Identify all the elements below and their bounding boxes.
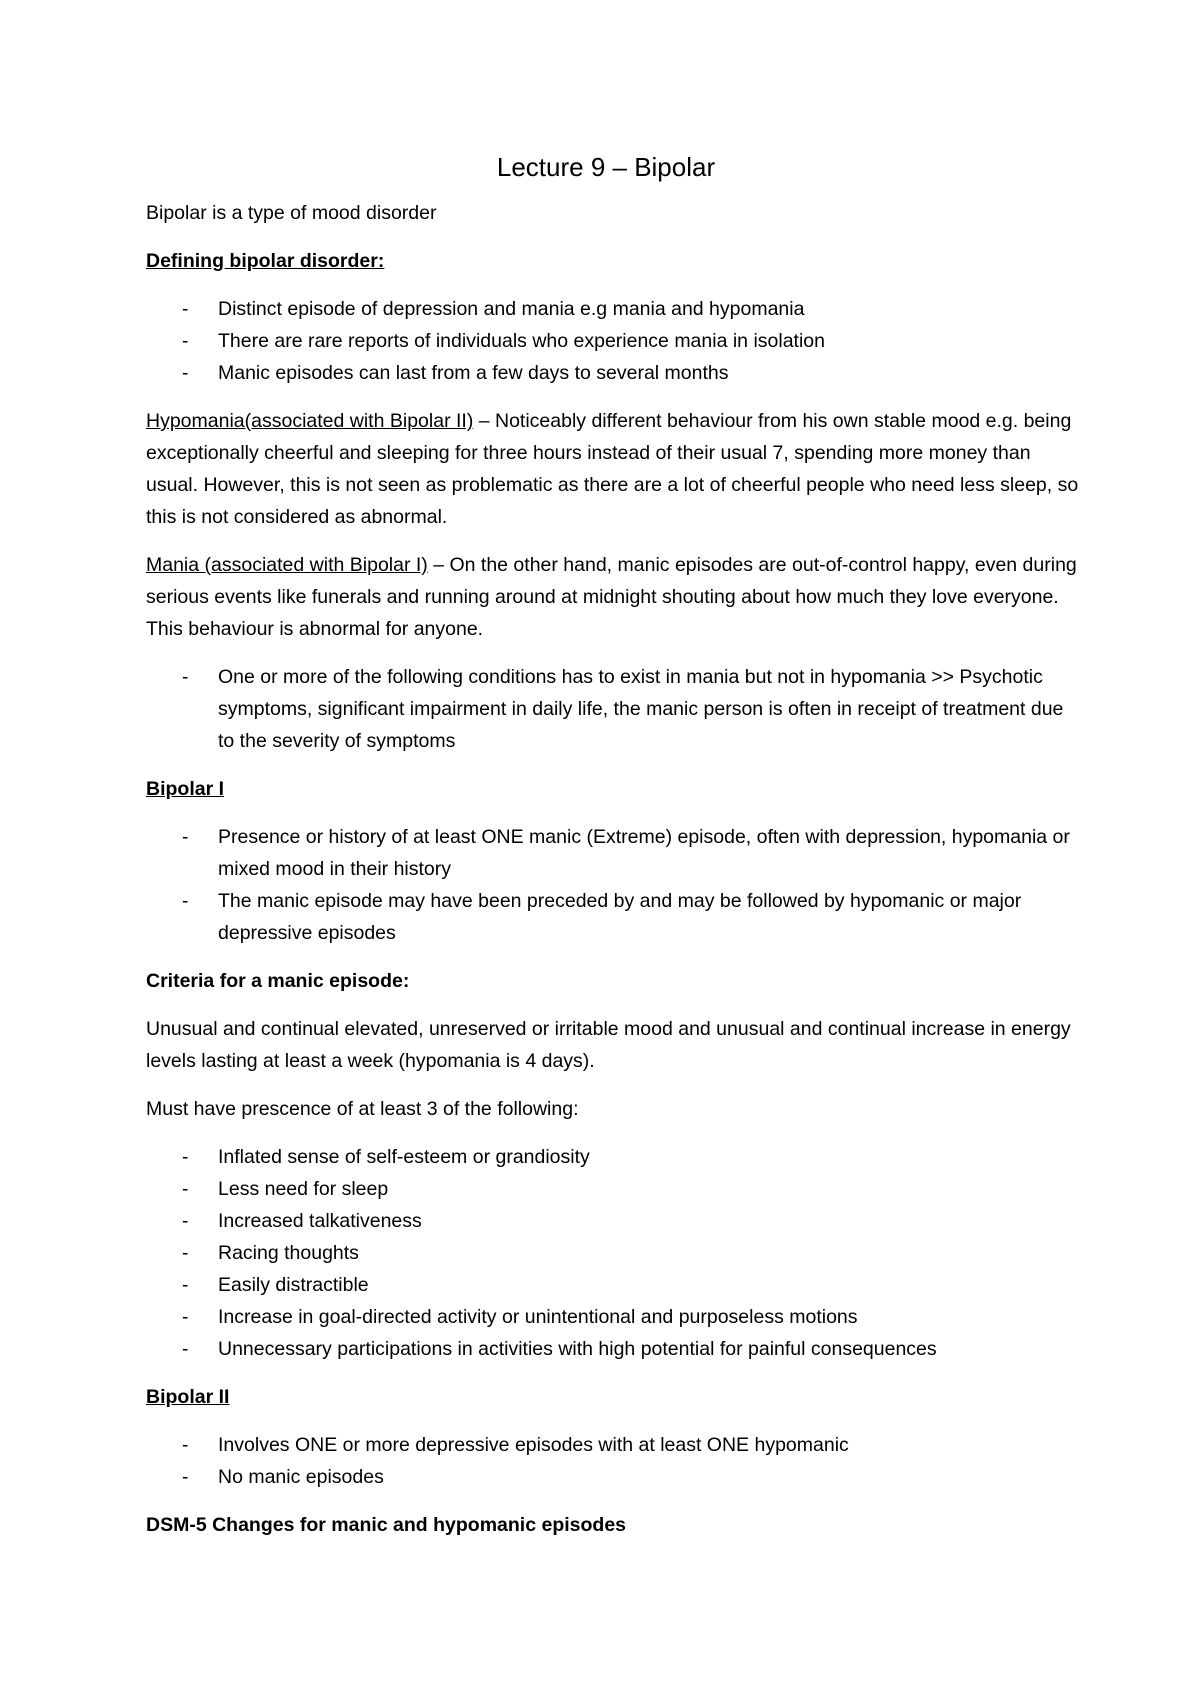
mania-list <box>146 661 1080 757</box>
hypomania-lead: Hypomania(associated with Bipolar II) <box>146 410 474 432</box>
defining-list <box>146 293 1080 389</box>
list-item: - Unnecessary participations in activities with high potential for painful consequences <box>146 1333 1080 1365</box>
criteria-intro: Must have prescence of at least 3 of the following: <box>146 1098 579 1120</box>
criteria-heading: Criteria for a manic episode: <box>146 970 410 992</box>
bipolar-2-list <box>146 1429 1080 1493</box>
bipolar-1-heading-text: Bipolar I <box>146 778 225 800</box>
list-item: - One or more of the following conditions has to exist in mania but not in hypomania >> Psychotic symptoms, significant impairment in daily life, the manic person is often in receipt of treatment due to the severity of symptoms <box>146 661 1080 757</box>
hypomania-paragraph <box>146 405 1080 533</box>
mania-text: – On the other hand, manic episodes are out-of-control happy, even during serious events like funerals and running around at midnight shouting about how much they love everyone. This behaviour is abnormal for anyone. <box>146 554 1077 640</box>
intro-paragraph: Bipolar is a type of mood disorder <box>146 202 437 224</box>
list-item: - Increased talkativeness <box>146 1205 1080 1237</box>
list-item: - Presence or history of at least ONE manic (Extreme) episode, often with depression, hypomania or mixed mood in their history <box>146 821 1080 885</box>
list-item: - No manic episodes <box>146 1461 1080 1493</box>
mania-lead: Mania (associated with Bipolar I) <box>146 554 428 576</box>
dsm5-heading: DSM-5 Changes for manic and hypomanic episodes <box>146 1514 627 1536</box>
mania-paragraph <box>146 549 1080 645</box>
page-title: Lecture 9 – Bipolar <box>496 152 716 182</box>
bipolar-1-heading <box>146 773 1080 805</box>
criteria-paragraph: Unusual and continual elevated, unreserved or irritable mood and unusual and continual increase in energy levels lasting at least a week (hypomania is 4 days). <box>146 1018 1071 1072</box>
bipolar-1-list <box>146 821 1080 949</box>
list-item: - Increase in goal-directed activity or unintentional and purposeless motions <box>146 1301 1080 1333</box>
list-item: - Easily distractible <box>146 1269 1080 1301</box>
list-item: - The manic episode may have been preceded by and may be followed by hypomanic or major depressive episodes <box>146 885 1080 949</box>
list-item: - Inflated sense of self-esteem or grandiosity <box>146 1141 1080 1173</box>
list-item: - Manic episodes can last from a few days to several months <box>146 357 1080 389</box>
bipolar-2-heading-text: Bipolar II <box>146 1386 230 1408</box>
list-item: - Racing thoughts <box>146 1237 1080 1269</box>
criteria-list <box>146 1141 1080 1365</box>
bipolar-2-heading <box>146 1381 1080 1413</box>
list-item: - Involves ONE or more depressive episodes with at least ONE hypomanic <box>146 1429 1080 1461</box>
list-item: - Distinct episode of depression and mania e.g mania and hypomania <box>146 293 1080 325</box>
hypomania-text: – Noticeably different behaviour from his own stable mood e.g. being exceptionally cheerful and sleeping for three hours instead of their usual 7, spending more money than usual. However, this is not seen as problematic as there are a lot of cheerful people who need less sleep, so this is not considered as abnormal. <box>146 410 1079 528</box>
list-item: - Less need for sleep <box>146 1173 1080 1205</box>
defining-heading <box>146 245 1080 277</box>
defining-heading-text: Defining bipolar disorder: <box>146 250 385 272</box>
list-item: - There are rare reports of individuals who experience mania in isolation <box>146 325 1080 357</box>
